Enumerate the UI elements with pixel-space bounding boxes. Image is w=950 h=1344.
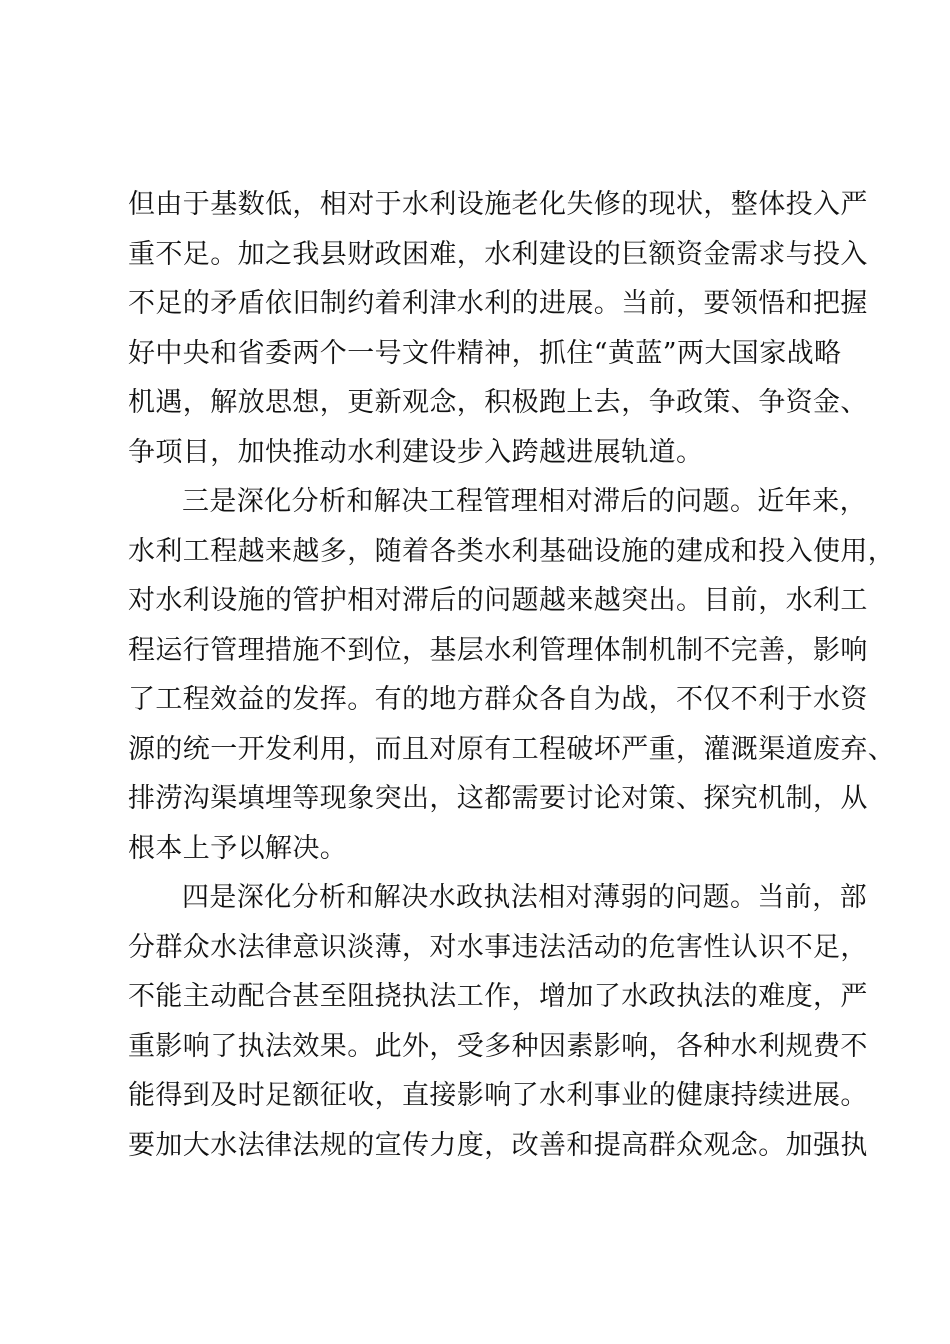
text-line: 源的统一开发利用，而且对原有工程破坏严重，灌溉渠道废弃、 — [128, 733, 896, 765]
text-line: 争项目，加快推动水利建设步入跨越进展轨道。 — [128, 436, 704, 468]
text-line: 四是深化分析和解决水政执法相对薄弱的问题。当前，部 — [182, 882, 867, 913]
text-line: 不足的矛盾依旧制约着利津水利的进展。当前，要领悟和把握 — [128, 288, 868, 319]
text-line: 重不足。加之我县财政困难，水利建设的巨额资金需求与投入 — [128, 238, 868, 270]
text-line: 程运行管理措施不到位，基层水利管理体制机制不完善，影响 — [128, 634, 868, 666]
text-line: 排涝沟渠填埋等现象突出，这都需要讨论对策、探究机制，从 — [128, 783, 868, 814]
body-text — [128, 180, 896, 1170]
text-line: 三是深化分析和解决工程管理相对滞后的问题。近年来， — [182, 486, 867, 517]
text-line: 重影响了执法效果。此外，受多种因素影响，各种水利规费不 — [128, 1030, 868, 1062]
text-line: 机遇，解放思想，更新观念，积极跑上去，争政策、争资金、 — [128, 387, 868, 418]
text-line: 分群众水法律意识淡薄，对水事违法活动的危害性认识不足， — [128, 931, 868, 963]
text-line: 对水利设施的管护相对滞后的问题越来越突出。目前，水利工 — [128, 585, 868, 616]
paragraph-1 — [128, 180, 868, 477]
text-line: 好中央和省委两个一号文件精神，抓住“黄蓝”两大国家战略 — [128, 337, 842, 369]
text-line: 要加大水法律法规的宣传力度，改善和提高群众观念。加强执 — [128, 1129, 868, 1161]
text-line: 根本上予以解决。 — [128, 832, 348, 864]
paragraph-3 — [128, 873, 868, 1170]
text-line: 了工程效益的发挥。有的地方群众各自为战，不仅不利于水资 — [128, 684, 868, 715]
text-line: 但由于基数低，相对于水利设施老化失修的现状，整体投入严 — [128, 189, 868, 220]
paragraph-2 — [128, 477, 896, 873]
text-line: 能得到及时足额征收，直接影响了水利事业的健康持续进展。 — [128, 1080, 868, 1111]
text-line: 不能主动配合甚至阻挠执法工作，增加了水政执法的难度，严 — [128, 981, 868, 1012]
text-line: 水利工程越来越多，随着各类水利基础设施的建成和投入使用， — [128, 535, 896, 567]
